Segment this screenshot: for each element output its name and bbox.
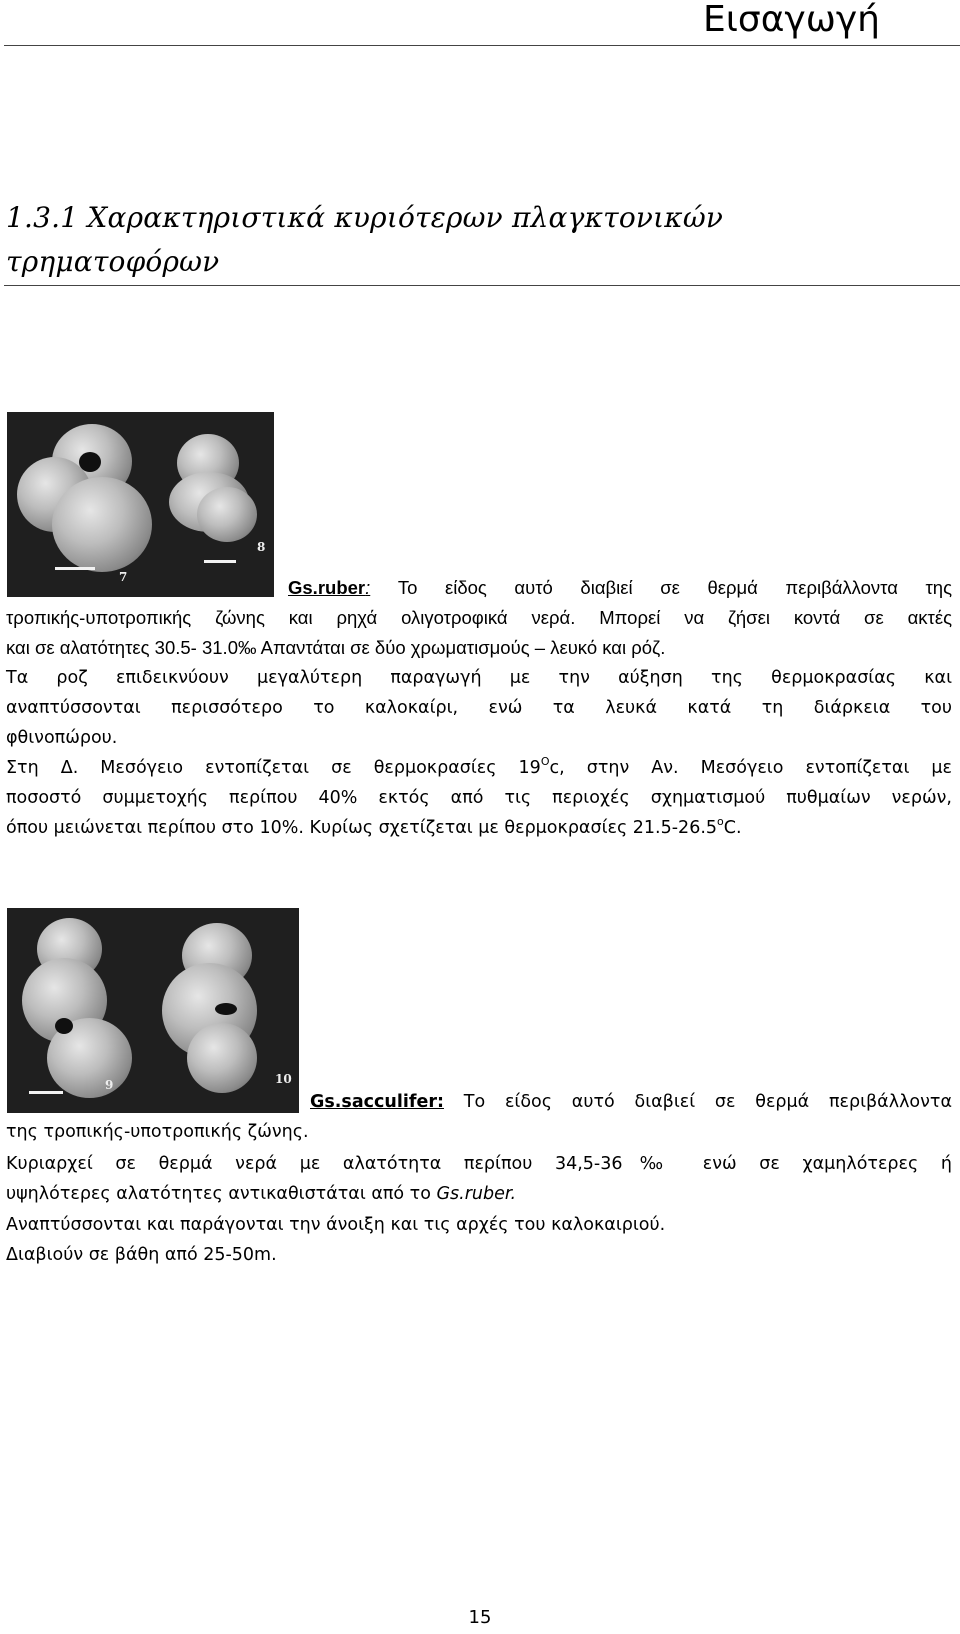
sacculifer-line-4 bbox=[6, 1179, 952, 1209]
chamber-shape bbox=[187, 1023, 257, 1093]
header-divider bbox=[4, 45, 960, 46]
figure-number-label: 8 bbox=[257, 540, 266, 554]
ruber-line-2: τροπικής-υποτροπικής ζώνης και ρηχά ολιγοτροφικά νερά. Μπορεί να ζήσει κοντά σε ακτές bbox=[6, 607, 952, 628]
sacculifer-line-6: Διαβιούν σε βάθη από 25-50m. bbox=[6, 1245, 277, 1265]
aperture-shape bbox=[79, 452, 101, 472]
chamber-shape bbox=[52, 477, 152, 572]
gs-ruber-specimen-photo bbox=[7, 412, 274, 597]
ruber-line-8: ποσοστό συμμετοχής περίπου 40% εκτός από τις περιοχές σχηματισμού πυθμαίων νερών, bbox=[6, 788, 952, 808]
sacculifer-line-1 bbox=[6, 1087, 952, 1117]
sacculifer-line-4-a: υψηλότερες αλατότητες αντικαθιστάται από το bbox=[6, 1184, 437, 1204]
species-reference-ruber: Gs.ruber. bbox=[436, 1184, 517, 1204]
scale-bar bbox=[204, 560, 236, 563]
sacculifer-line-1-text: Το είδος αυτό διαβιεί σε θερμά περιβάλλοντα bbox=[463, 1092, 952, 1112]
chamber-shape bbox=[197, 487, 257, 542]
page-number: 15 bbox=[468, 1607, 492, 1628]
ruber-line-9-b: C. bbox=[723, 818, 742, 838]
ruber-line-7 bbox=[6, 753, 952, 783]
species-name-ruber: Gs.ruber bbox=[288, 577, 366, 598]
ruber-line-9-a: όπου μειώνεται περίπου στο 10%. Κυρίως σχετίζεται με θερμοκρασίες 21.5-26.5 bbox=[6, 818, 718, 838]
section-heading: 1.3.1 Χαρακτηριστικά κυριότερων πλαγκτονικών τρηματοφόρων bbox=[6, 201, 724, 278]
section-divider bbox=[4, 285, 960, 286]
aperture-shape bbox=[215, 1003, 237, 1015]
scale-bar bbox=[55, 567, 95, 570]
species-name-sacculifer: Gs.sacculifer: bbox=[310, 1092, 444, 1112]
figure-number-label: 9 bbox=[105, 1078, 114, 1092]
figure-number-label: 7 bbox=[119, 570, 128, 584]
species-colon: : bbox=[365, 577, 371, 598]
ruber-line-9 bbox=[6, 813, 952, 843]
ruber-line-3: και σε αλατότητες 30.5- 31.0‰ Απαντάται σε δύο χρωματισμούς – λευκό και ρόζ. bbox=[6, 637, 666, 658]
degree-superscript: O bbox=[540, 755, 550, 768]
aperture-shape bbox=[55, 1018, 73, 1034]
ruber-line-1 bbox=[6, 573, 952, 603]
ruber-line-7-b: c, στην Αν. Μεσόγειο εντοπίζεται με bbox=[549, 758, 953, 778]
ruber-line-6: φθινοπώρου. bbox=[6, 728, 118, 748]
page-header-title: Εισαγωγή bbox=[702, 0, 880, 40]
sacculifer-line-5: Αναπτύσσονται και παράγονται την άνοιξη και τις αρχές του καλοκαιριού. bbox=[6, 1215, 666, 1235]
ruber-line-5: αναπτύσσονται περισσότερο το καλοκαίρι, ενώ τα λευκά κατά τη διάρκεια του bbox=[6, 698, 952, 718]
ruber-line-1-text: Το είδος αυτό διαβιεί σε θερμά περιβάλλοντα της bbox=[397, 577, 953, 598]
sacculifer-line-3: Κυριαρχεί σε θερμά νερά με αλατότητα περίπου 34,5-36‰ ενώ σε χαμηλότερες ή bbox=[6, 1154, 952, 1174]
gs-sacculifer-specimen-photo bbox=[7, 908, 299, 1113]
sacculifer-line-2: της τροπικής-υποτροπικής ζώνης. bbox=[6, 1122, 309, 1142]
degree-superscript: o bbox=[717, 815, 724, 828]
ruber-line-7-a: Στη Δ. Μεσόγειο εντοπίζεται σε θερμοκρασίες 19 bbox=[6, 758, 541, 778]
ruber-line-4: Τα ροζ επιδεικνύουν μεγαλύτερη παραγωγή με την αύξηση της θερμοκρασίας και bbox=[6, 668, 952, 688]
figure-number-label: 10 bbox=[275, 1072, 292, 1086]
